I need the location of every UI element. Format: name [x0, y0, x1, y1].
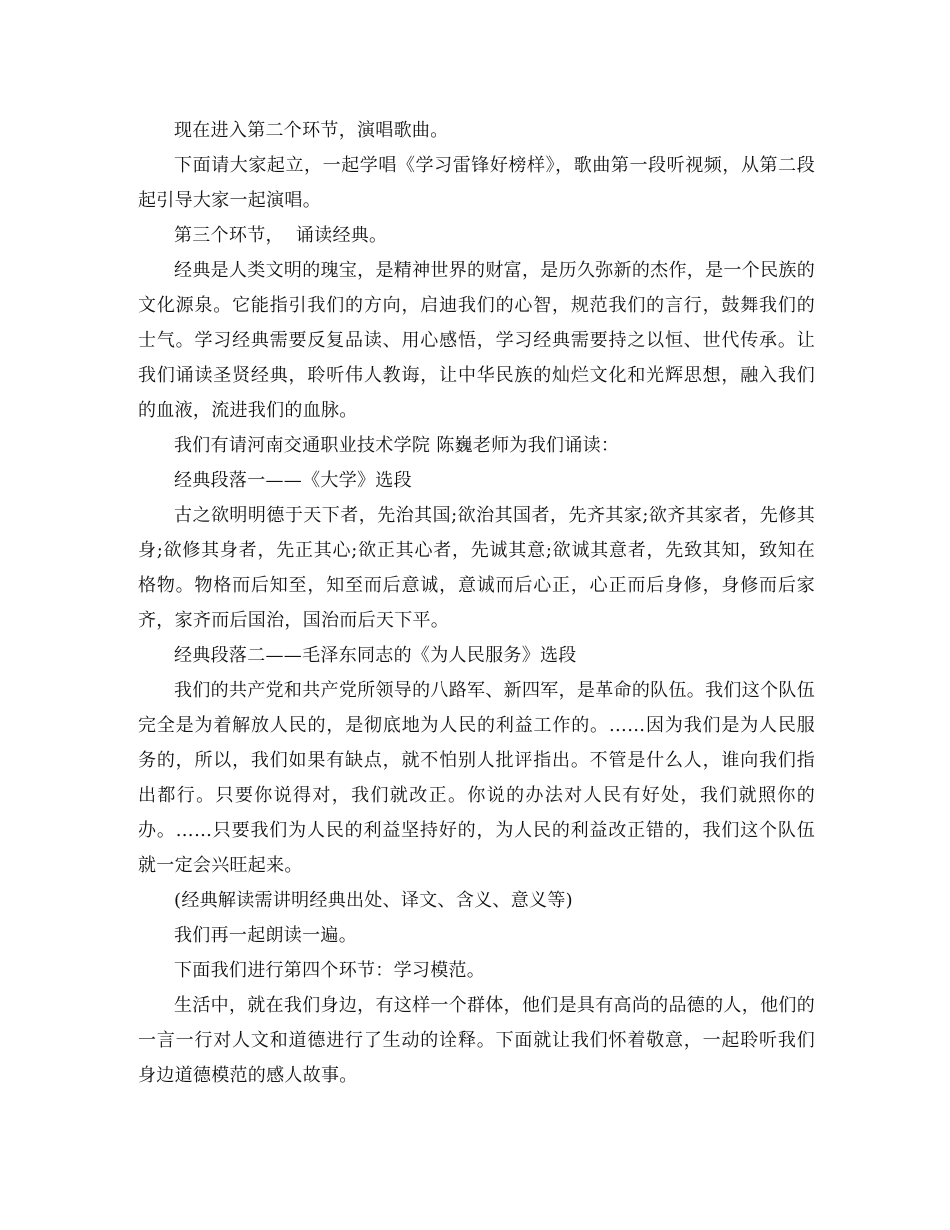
paragraph-role-models: 生活中，就在我们身边，有这样一个群体，他们是具有高尚的品德的人，他们的一言一行对人文和道德进行了生动的诠释。下面就让我们怀着敬意，一起聆听我们身边道德模范的感人故事。	[138, 995, 815, 1086]
paragraph-interpretation-note: (经典解读需讲明经典出处、译文、含义、意义等)	[174, 890, 573, 911]
paragraph-classic-two-text: 我们的共产党和共产党所领导的八路军、新四军，是革命的队伍。我们这个队伍完全是为着解放人民的，是彻底地为人民的利益工作的。……因为我们是为人民服务的，所以，我们如果有缺点，就不怕别人批评指出。不管是什么人，谁向我们指出都行。只要你说得对，我们就改正。你说的办法对人民有好处，我们就照你的办。……只要我们为人民的利益坚持好的，为人民的利益改正错的，我们这个队伍就一定会兴旺起来。	[138, 680, 815, 876]
paragraph-stage-four: 下面我们进行第四个环节：学习模范。	[174, 960, 486, 981]
document-body	[138, 113, 815, 1093]
paragraph-reader-invite: 我们有请河南交通职业技术学院 陈巍老师为我们诵读：	[174, 435, 620, 456]
paragraph-classic-one-title: 经典段落一——《大学》选段	[174, 470, 412, 491]
paragraph-classic-two-title: 经典段落二——毛泽东同志的《为人民服务》选段	[174, 645, 577, 666]
paragraph-read-again: 我们再一起朗读一遍。	[174, 925, 357, 946]
paragraph-stage-three: 第三个环节， 诵读经典。	[174, 225, 388, 246]
paragraph-classics-intro: 经典是人类文明的瑰宝，是精神世界的财富，是历久弥新的杰作，是一个民族的文化源泉。它能指引我们的方向，启迪我们的心智，规范我们的言行，鼓舞我们的士气。学习经典需要反复品读、用心感悟，学习经典需要持之以恒、世代传承。让我们诵读圣贤经典，聆听伟人教诲，让中华民族的灿烂文化和光辉思想，融入我们的血液，流进我们的血脉。	[138, 260, 815, 421]
paragraph-song-instructions: 下面请大家起立，一起学唱《学习雷锋好榜样》，歌曲第一段听视频，从第二段起引导大家一起演唱。	[138, 155, 815, 211]
paragraph-stage-two: 现在进入第二个环节，演唱歌曲。	[174, 120, 449, 141]
paragraph-classic-one-text: 古之欲明明德于天下者，先治其国;欲治其国者，先齐其家;欲齐其家者，先修其身;欲修其身者，先正其心;欲正其心者，先诚其意;欲诚其意者，先致其知，致知在格物。物格而后知至，知至而后意诚，意诚而后心正，心正而后身修，身修而后家齐，家齐而后国治，国治而后天下平。	[138, 505, 815, 631]
